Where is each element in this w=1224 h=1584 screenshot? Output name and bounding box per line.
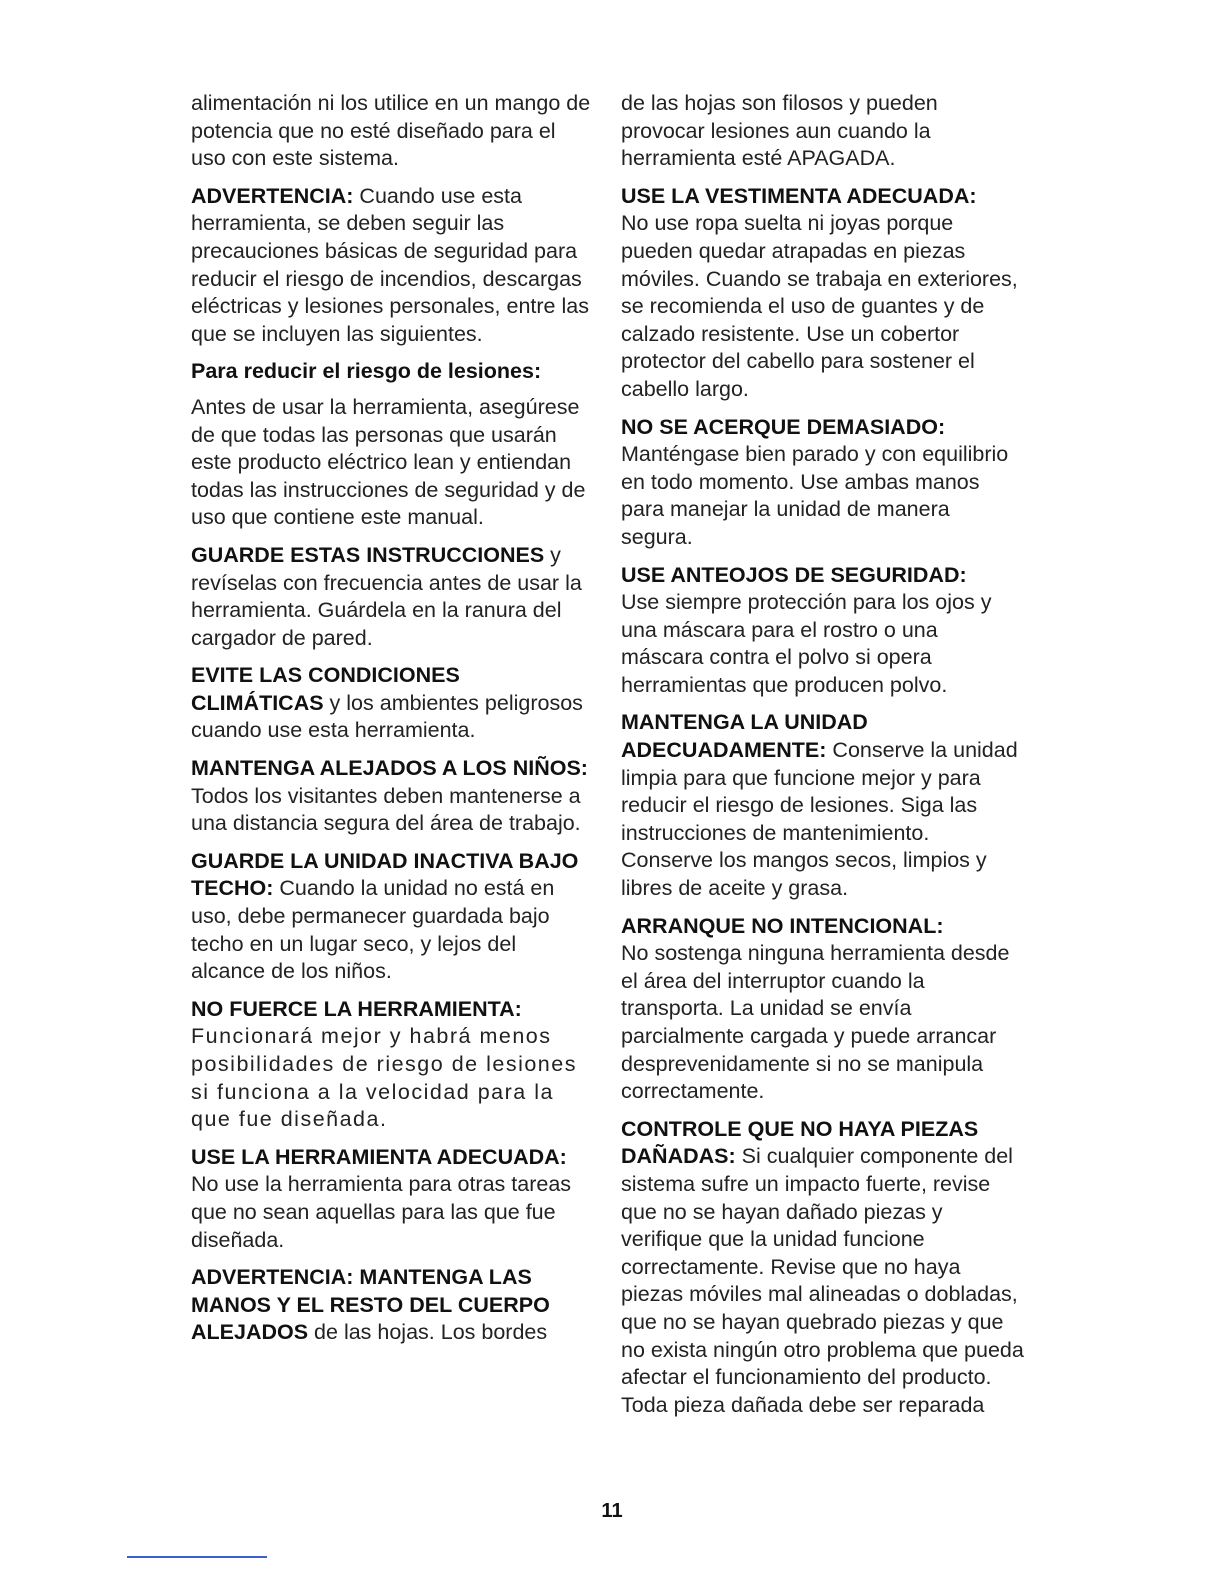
heading: GUARDE LA UNIDAD INACTIVA BAJO TECHO: [191,848,579,901]
heading: NO FUERCE LA HERRAMIENTA: [191,996,522,1021]
heading: CONTROLE QUE NO HAYA PIEZAS DAÑADAS: [621,1116,979,1169]
paragraph: USE LA VESTIMENTA ADECUADA: No use ropa suelta ni joyas porque pueden quedar atrapadas en piezas móviles. Cuando se trabaja en exteriores, se recomienda el uso de guantes y de calzado resistente. Use un cobertor protector del cabello para sostener el cabello largo. [621,183,1026,404]
paragraph: GUARDE ESTAS INSTRUCCIONES y revíselas con frecuencia antes de usar la herramienta. Guárdela en la ranura del cargador de pared. [191,542,582,650]
heading: ADVERTENCIA: [191,183,354,208]
paragraph: ARRANQUE NO INTENCIONAL: No sostenga ninguna herramienta desde el área del interruptor cuando la transporta. La unidad se envía parcialmente cargada y puede arrancar desprevenidamente si no se manipula correctamente. [621,913,1026,1106]
heading: USE ANTEOJOS DE SEGURIDAD: [621,562,967,587]
heading: MANTENGA ALEJADOS A LOS NIÑOS: [191,756,588,781]
heading: USE LA VESTIMENTA ADECUADA: [621,183,977,208]
paragraph: GUARDE LA UNIDAD INACTIVA BAJO TECHO: Cuando la unidad no está en uso, debe permanecer guardada bajo techo en un lugar seco, y lejos del alcance de los niños. [191,848,579,984]
paragraph: USE ANTEOJOS DE SEGURIDAD: Use siempre protección para los ojos y una máscara para el rostro o una máscara contra el polvo si opera herramientas que producen polvo. [621,562,1026,700]
paragraph: de las hojas son filosos y pueden provocar lesiones aun cuando la herramienta esté APAGADA. [621,91,938,171]
page-number: 11 [601,1500,623,1522]
heading: NO SE ACERQUE DEMASIADO: [621,414,946,439]
heading: Para reducir el riesgo de lesiones: [191,359,542,384]
left-column [191,90,596,1357]
paragraph: NO SE ACERQUE DEMASIADO: Manténgase bien parado y con equilibrio en todo momento. Use ambas manos para manejar la unidad de manera segura. [621,414,1026,552]
paragraph: CONTROLE QUE NO HAYA PIEZAS DAÑADAS: Si cualquier componente del sistema sufre un impacto fuerte, revise que no se hayan dañado piezas y verifique que la unidad funcione correctamente. Revise que no haya piezas móviles mal alineadas o dobladas, que no se hayan quebrado piezas y que no exista ningún otro problema que pueda afectar el funcionamiento del producto. Toda pieza dañada debe ser reparada [621,1116,1024,1417]
paragraph: MANTENGA LA UNIDAD ADECUADAMENTE: Conserve la unidad limpia para que funcione mejor y para reducir el riesgo de lesiones. Siga las instrucciones de mantenimiento. Conserve los mangos secos, limpios y libres de aceite y grasa. [621,710,1018,901]
paragraph: MANTENGA ALEJADOS A LOS NIÑOS: Todos los visitantes deben mantenerse a una distancia segura del área de trabajo. [191,756,588,836]
footer-divider [127,1556,267,1558]
right-column [621,90,1026,1429]
heading: EVITE LAS CONDICIONES CLIMÁTICAS [191,663,460,715]
heading: USE LA HERRAMIENTA ADECUADA: [191,1144,567,1169]
paragraph: alimentación ni los utilice en un mango de potencia que no esté diseñado para el uso con este sistema. [191,91,591,171]
heading: ARRANQUE NO INTENCIONAL: [621,913,944,938]
paragraph: NO FUERCE LA HERRAMIENTA: Funcionará mejor y habrá menos posibilidades de riesgo de lesiones si funciona a la velocidad para la que fue diseñada. [191,996,596,1134]
heading: GUARDE ESTAS INSTRUCCIONES [191,542,545,567]
heading: MANTENGA LA UNIDAD ADECUADAMENTE: [621,710,868,763]
paragraph: EVITE LAS CONDICIONES CLIMÁTICAS y los ambientes peligrosos cuando use esta herramienta. [191,663,583,743]
paragraph: ADVERTENCIA: MANTENGA LAS MANOS Y EL RESTO DEL CUERPO ALEJADOS de las hojas. Los bordes [191,1265,550,1345]
heading: ADVERTENCIA: MANTENGA LAS MANOS Y EL RESTO DEL CUERPO ALEJADOS [191,1265,550,1345]
paragraph: USE LA HERRAMIENTA ADECUADA: No use la herramienta para otras tareas que no sean aquellas para las que fue diseñada. [191,1144,572,1252]
paragraph: ADVERTENCIA: Cuando use esta herramienta, se deben seguir las precauciones básicas de seguridad para reducir el riesgo de incendios, descargas eléctricas y lesiones personales, entre las que se incluyen las siguientes. [191,183,589,346]
paragraph: Para reducir el riesgo de lesiones: Antes de usar la herramienta, asegúrese de que todas las personas que usarán este producto eléctrico lean y entiendan todas las instrucciones de seguridad y de uso que contiene este manual. [191,358,596,532]
